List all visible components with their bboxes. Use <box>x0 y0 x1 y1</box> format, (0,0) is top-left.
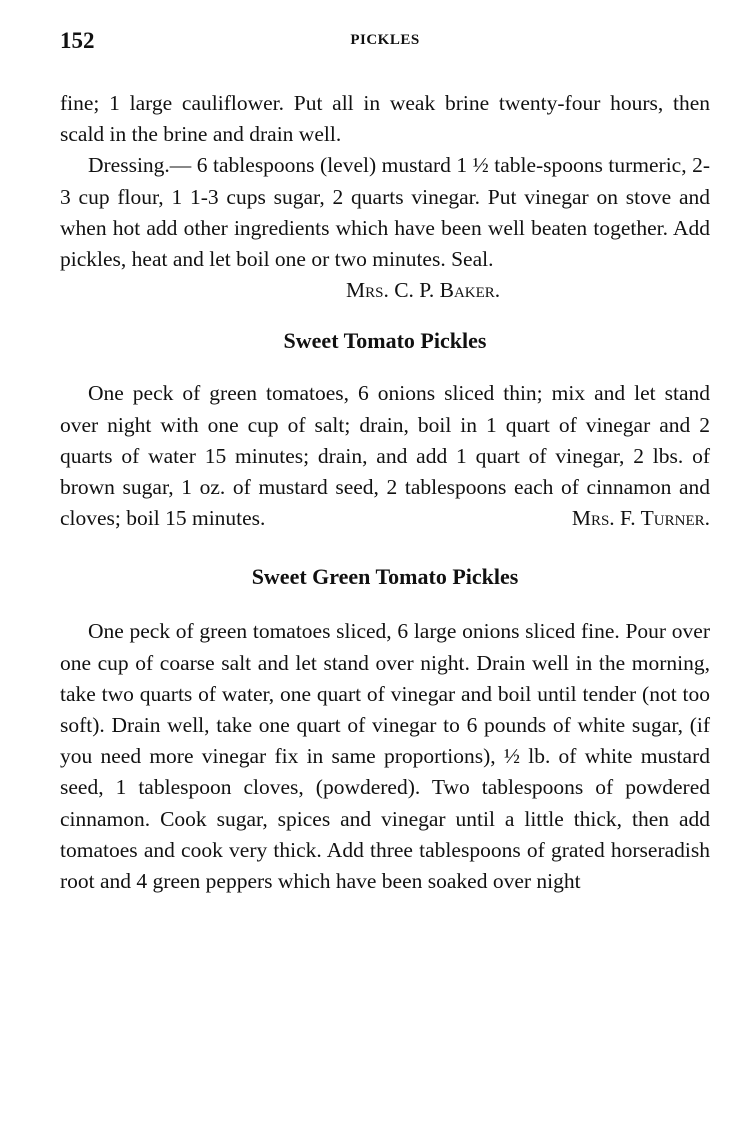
recipe-body-text: One peck of green tomatoes, 6 onions sliced thin; mix and let stand over night with one cup of salt; drain, boil in 1 quart of vinegar and 2 quarts of water 15 minutes; drain, and add 1 quart of vinegar, 2 lbs. of brown sugar, 1 oz. of mustard seed, 2 tablespoons each of cinnamon and cloves; boil 15 minutes. <box>60 381 710 531</box>
section-title: PICKLES <box>350 32 420 48</box>
recipe-signature-baker: Mrs. C. P. Baker. <box>346 278 501 303</box>
recipe-title-sweet-green-tomato-pickles: Sweet Green Tomato Pickles <box>251 564 519 590</box>
book-page <box>60 28 710 897</box>
page-number: 152 <box>60 28 95 53</box>
recipe-body-sweet-tomato-pickles <box>60 378 710 534</box>
recipe-body-sweet-green-tomato-pickles: One peck of green tomatoes sliced, 6 large onions sliced fine. Pour over one cup of coarse salt and let stand over night. Drain well in the morning, take two quarts of water, one quart of vinegar and boil until tender (not too soft). Drain well, take one quart of vinegar to 6 pounds of white sugar, (if you need more vinegar fix in same proportions), ½ lb. of white mustard seed, 1 tablespoon cloves, (powdered). Two tablespoons of powdered cinnamon. Cook sugar, spices and vinegar until a little thick, then add tomatoes and cook very thick. Add three tablespoons of grated horseradish root and 4 green peppers which have been soaked over night <box>60 619 710 894</box>
dressing-paragraph: Dressing.— 6 tablespoons (level) mustard 1 ½ table-spoons turmeric, 2-3 cup flour, 1 1-3 cups sugar, 2 quarts vinegar. Put vinegar on stove and when hot add other ingredients which have been well beaten together. Add pickles, heat and let boil one or two minutes. Seal. <box>60 153 710 272</box>
recipe-signature-turner: Mrs. F. Turner. <box>571 506 710 531</box>
running-head <box>60 28 710 58</box>
recipe-title-sweet-tomato-pickles: Sweet Tomato Pickles <box>283 328 487 354</box>
recipe-continued-paragraph: fine; 1 large cauliflower. Put all in weak brine twenty-four hours, then scald in the brine and drain well. <box>60 91 710 147</box>
